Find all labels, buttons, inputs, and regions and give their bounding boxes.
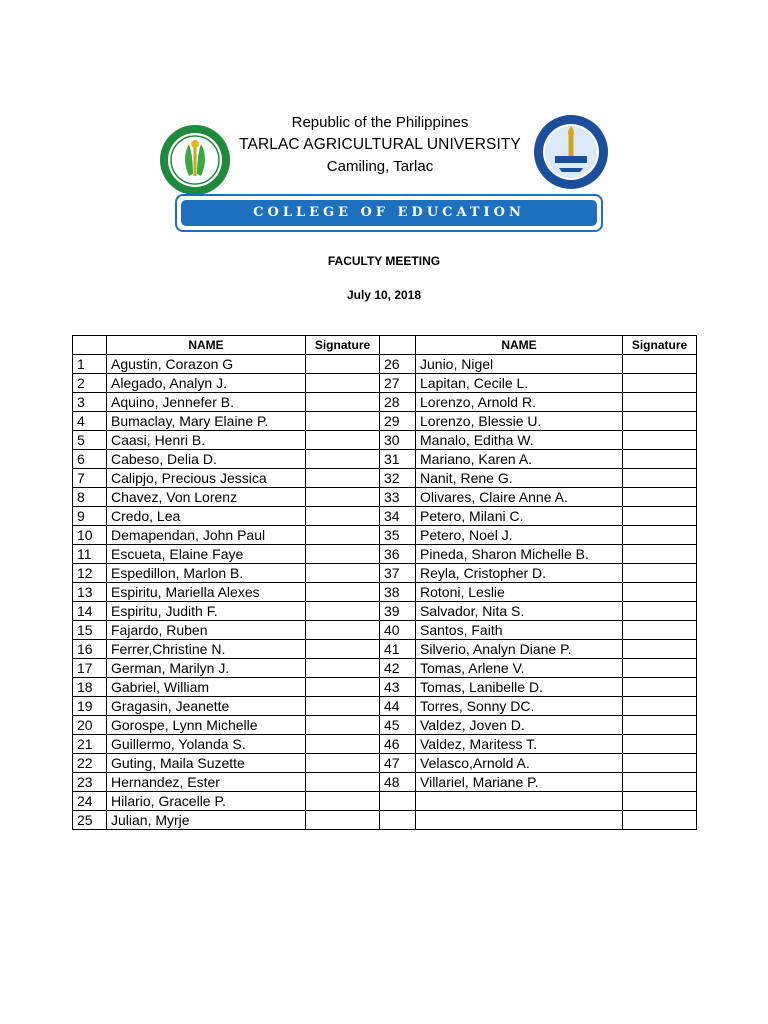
left-signature-cell[interactable]: [306, 754, 380, 773]
right-signature-cell[interactable]: [623, 735, 697, 754]
table-row: [73, 469, 697, 488]
table-row: [73, 735, 697, 754]
right-row-number: 26: [380, 355, 416, 374]
meeting-date: July 10, 2018: [346, 288, 422, 302]
right-signature-cell[interactable]: [623, 602, 697, 621]
right-faculty-name: Lorenzo, Blessie U.: [416, 412, 623, 431]
table-row: [73, 811, 697, 830]
table-row: [73, 678, 697, 697]
table-row: [73, 602, 697, 621]
right-row-number: 38: [380, 583, 416, 602]
right-faculty-name: Valdez, Joven D.: [416, 716, 623, 735]
left-row-number: 15: [73, 621, 107, 640]
left-row-number: 23: [73, 773, 107, 792]
right-signature-cell[interactable]: [623, 773, 697, 792]
right-row-number: 28: [380, 393, 416, 412]
left-row-number: 8: [73, 488, 107, 507]
left-faculty-name: Agustin, Corazon G: [107, 355, 306, 374]
left-faculty-name: Credo, Lea: [107, 507, 306, 526]
right-signature-cell[interactable]: [623, 640, 697, 659]
left-faculty-name: Caasi, Henri B.: [107, 431, 306, 450]
right-row-number: 33: [380, 488, 416, 507]
left-row-number: 21: [73, 735, 107, 754]
table-row: [73, 754, 697, 773]
meeting-title: FACULTY MEETING: [327, 254, 441, 268]
name-header: NAME: [107, 336, 306, 355]
attendance-table: [72, 335, 697, 830]
right-faculty-name: Mariano, Karen A.: [416, 450, 623, 469]
left-faculty-name: Bumaclay, Mary Elaine P.: [107, 412, 306, 431]
table-row: [73, 450, 697, 469]
left-faculty-name: Fajardo, Ruben: [107, 621, 306, 640]
republic-heading: Republic of the Philippines: [291, 114, 469, 131]
left-faculty-name: Espiritu, Judith F.: [107, 602, 306, 621]
right-row-number: 35: [380, 526, 416, 545]
right-signature-cell[interactable]: [623, 583, 697, 602]
left-row-number: 10: [73, 526, 107, 545]
table-row: [73, 697, 697, 716]
college-banner-label: COLLEGE OF EDUCATION: [181, 200, 597, 226]
left-row-number: 12: [73, 564, 107, 583]
left-faculty-name: Gorospe, Lynn Michelle: [107, 716, 306, 735]
right-signature-cell[interactable]: [623, 621, 697, 640]
right-faculty-name: Petero, Milani C.: [416, 507, 623, 526]
left-faculty-name: Espedillon, Marlon B.: [107, 564, 306, 583]
right-row-number: 39: [380, 602, 416, 621]
right-signature-cell[interactable]: [623, 507, 697, 526]
left-signature-cell[interactable]: [306, 811, 380, 830]
left-signature-cell[interactable]: [306, 412, 380, 431]
left-signature-cell[interactable]: [306, 450, 380, 469]
left-signature-cell[interactable]: [306, 393, 380, 412]
left-row-number: 14: [73, 602, 107, 621]
right-row-number: 47: [380, 754, 416, 773]
number-header: [380, 336, 416, 355]
left-faculty-name: Julian, Myrje: [107, 811, 306, 830]
signature-header: Signature: [306, 336, 380, 355]
left-signature-cell[interactable]: [306, 526, 380, 545]
left-signature-cell[interactable]: [306, 355, 380, 374]
right-signature-cell[interactable]: [623, 678, 697, 697]
left-row-number: 22: [73, 754, 107, 773]
table-row: [73, 526, 697, 545]
right-row-number: 45: [380, 716, 416, 735]
right-faculty-name: [416, 811, 623, 830]
left-row-number: 18: [73, 678, 107, 697]
right-signature-cell[interactable]: [623, 412, 697, 431]
table-row: [73, 545, 697, 564]
college-seal-logo: [533, 114, 609, 190]
left-faculty-name: Calipjo, Precious Jessica: [107, 469, 306, 488]
left-row-number: 4: [73, 412, 107, 431]
right-signature-cell[interactable]: [623, 564, 697, 583]
left-signature-cell[interactable]: [306, 583, 380, 602]
right-faculty-name: Santos, Faith: [416, 621, 623, 640]
left-signature-cell[interactable]: [306, 488, 380, 507]
right-faculty-name: Valdez, Maritess T.: [416, 735, 623, 754]
left-row-number: 11: [73, 545, 107, 564]
left-faculty-name: German, Marilyn J.: [107, 659, 306, 678]
left-row-number: 24: [73, 792, 107, 811]
right-row-number: 43: [380, 678, 416, 697]
left-row-number: 13: [73, 583, 107, 602]
right-faculty-name: Manalo, Editha W.: [416, 431, 623, 450]
left-faculty-name: Alegado, Analyn J.: [107, 374, 306, 393]
left-signature-cell[interactable]: [306, 792, 380, 811]
left-faculty-name: Hernandez, Ester: [107, 773, 306, 792]
left-row-number: 19: [73, 697, 107, 716]
right-signature-cell[interactable]: [623, 811, 697, 830]
left-signature-cell[interactable]: [306, 678, 380, 697]
left-faculty-name: Escueta, Elaine Faye: [107, 545, 306, 564]
right-faculty-name: Torres, Sonny DC.: [416, 697, 623, 716]
right-signature-cell[interactable]: [623, 355, 697, 374]
left-signature-cell[interactable]: [306, 735, 380, 754]
right-row-number: 42: [380, 659, 416, 678]
right-signature-cell[interactable]: [623, 393, 697, 412]
right-signature-cell[interactable]: [623, 659, 697, 678]
right-signature-cell[interactable]: [623, 526, 697, 545]
right-signature-cell[interactable]: [623, 374, 697, 393]
right-faculty-name: Junio, Nigel: [416, 355, 623, 374]
left-row-number: 7: [73, 469, 107, 488]
left-row-number: 1: [73, 355, 107, 374]
left-row-number: 9: [73, 507, 107, 526]
number-header: [73, 336, 107, 355]
right-faculty-name: Rotoni, Leslie: [416, 583, 623, 602]
left-faculty-name: Demapendan, John Paul: [107, 526, 306, 545]
right-row-number: [380, 792, 416, 811]
left-faculty-name: Gragasin, Jeanette: [107, 697, 306, 716]
right-row-number: 37: [380, 564, 416, 583]
left-faculty-name: Guting, Maila Suzette: [107, 754, 306, 773]
university-seal-logo: [159, 124, 231, 196]
left-row-number: 20: [73, 716, 107, 735]
left-signature-cell[interactable]: [306, 374, 380, 393]
name-header: NAME: [416, 336, 623, 355]
right-signature-cell[interactable]: [623, 792, 697, 811]
table-row: [73, 431, 697, 450]
left-signature-cell[interactable]: [306, 431, 380, 450]
college-banner: [175, 194, 603, 232]
left-row-number: 25: [73, 811, 107, 830]
left-row-number: 16: [73, 640, 107, 659]
right-row-number: 34: [380, 507, 416, 526]
left-signature-cell[interactable]: [306, 602, 380, 621]
right-row-number: 46: [380, 735, 416, 754]
right-faculty-name: [416, 792, 623, 811]
right-row-number: 31: [380, 450, 416, 469]
left-faculty-name: Espiritu, Mariella Alexes: [107, 583, 306, 602]
right-row-number: 48: [380, 773, 416, 792]
right-row-number: 30: [380, 431, 416, 450]
signature-header: Signature: [623, 336, 697, 355]
right-row-number: 32: [380, 469, 416, 488]
table-row: [73, 564, 697, 583]
right-row-number: [380, 811, 416, 830]
left-row-number: 5: [73, 431, 107, 450]
table-row: [73, 659, 697, 678]
right-row-number: 29: [380, 412, 416, 431]
right-signature-cell[interactable]: [623, 469, 697, 488]
right-signature-cell[interactable]: [623, 431, 697, 450]
left-row-number: 2: [73, 374, 107, 393]
table-row: [73, 773, 697, 792]
right-row-number: 41: [380, 640, 416, 659]
left-faculty-name: Hilario, Gracelle P.: [107, 792, 306, 811]
right-signature-cell[interactable]: [623, 716, 697, 735]
right-faculty-name: Salvador, Nita S.: [416, 602, 623, 621]
left-signature-cell[interactable]: [306, 659, 380, 678]
right-row-number: 44: [380, 697, 416, 716]
right-signature-cell[interactable]: [623, 450, 697, 469]
left-signature-cell[interactable]: [306, 469, 380, 488]
table-row: [73, 621, 697, 640]
left-faculty-name: Cabeso, Delia D.: [107, 450, 306, 469]
table-row: [73, 716, 697, 735]
left-signature-cell[interactable]: [306, 564, 380, 583]
right-signature-cell[interactable]: [623, 488, 697, 507]
right-faculty-name: Reyla, Cristopher D.: [416, 564, 623, 583]
right-faculty-name: Tomas, Arlene V.: [416, 659, 623, 678]
university-name: TARLAC AGRICULTURAL UNIVERSITY: [239, 136, 521, 153]
left-faculty-name: Chavez, Von Lorenz: [107, 488, 306, 507]
right-faculty-name: Lapitan, Cecile L.: [416, 374, 623, 393]
table-row: [73, 488, 697, 507]
table-row: [73, 792, 697, 811]
right-faculty-name: Villariel, Mariane P.: [416, 773, 623, 792]
right-faculty-name: Lorenzo, Arnold R.: [416, 393, 623, 412]
left-signature-cell[interactable]: [306, 545, 380, 564]
table-row: [73, 374, 697, 393]
right-row-number: 36: [380, 545, 416, 564]
left-faculty-name: Gabriel, William: [107, 678, 306, 697]
right-signature-cell[interactable]: [623, 697, 697, 716]
left-faculty-name: Guillermo, Yolanda S.: [107, 735, 306, 754]
left-faculty-name: Ferrer,Christine N.: [107, 640, 306, 659]
left-signature-cell[interactable]: [306, 773, 380, 792]
right-faculty-name: Silverio, Analyn Diane P.: [416, 640, 623, 659]
table-row: [73, 412, 697, 431]
right-signature-cell[interactable]: [623, 754, 697, 773]
left-faculty-name: Aquino, Jennefer B.: [107, 393, 306, 412]
table-row: [73, 640, 697, 659]
right-row-number: 27: [380, 374, 416, 393]
right-faculty-name: Nanit, Rene G.: [416, 469, 623, 488]
table-row: [73, 583, 697, 602]
table-row: [73, 355, 697, 374]
table-row: [73, 393, 697, 412]
right-signature-cell[interactable]: [623, 545, 697, 564]
left-signature-cell[interactable]: [306, 697, 380, 716]
table-row: [73, 507, 697, 526]
left-row-number: 3: [73, 393, 107, 412]
right-faculty-name: Tomas, Lanibelle D.: [416, 678, 623, 697]
university-location: Camiling, Tarlac: [326, 158, 434, 175]
left-signature-cell[interactable]: [306, 507, 380, 526]
left-signature-cell[interactable]: [306, 716, 380, 735]
table-header-row: [73, 336, 697, 355]
right-row-number: 40: [380, 621, 416, 640]
left-signature-cell[interactable]: [306, 621, 380, 640]
left-signature-cell[interactable]: [306, 640, 380, 659]
right-faculty-name: Pineda, Sharon Michelle B.: [416, 545, 623, 564]
right-faculty-name: Olivares, Claire Anne A.: [416, 488, 623, 507]
left-row-number: 17: [73, 659, 107, 678]
left-row-number: 6: [73, 450, 107, 469]
right-faculty-name: Petero, Noel J.: [416, 526, 623, 545]
right-faculty-name: Velasco,Arnold A.: [416, 754, 623, 773]
